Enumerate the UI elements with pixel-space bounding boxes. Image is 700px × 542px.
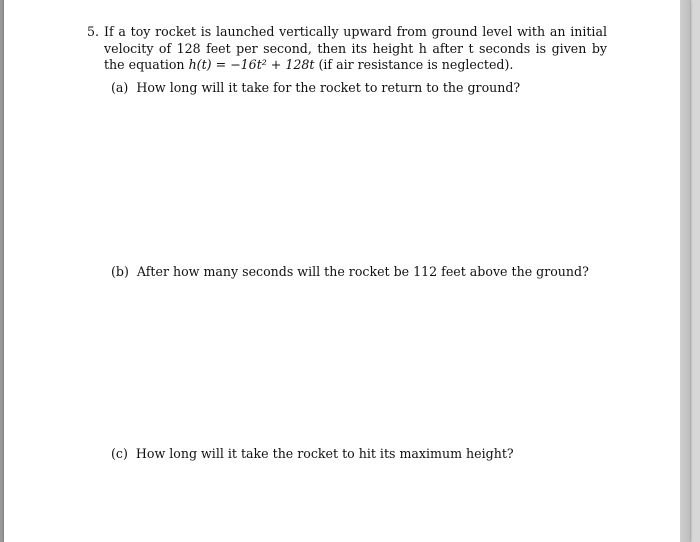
page-right-edge — [680, 0, 690, 542]
part-a-label: (a) — [111, 80, 129, 95]
problem-outro-text: (if air resistance is neglected). — [318, 57, 514, 72]
height-equation: h(t) = −16t² + 128t — [188, 57, 315, 72]
part-c-label: (c) — [111, 446, 128, 461]
part-b-question: After how many seconds will the rocket be 112 feet above the ground? — [136, 264, 589, 279]
question-part-b — [111, 264, 589, 280]
problem-intro-text: If a toy rocket is launched vertically upward from ground level with an initial velocity of 128 feet per second, then its height h after t seconds is given by the equation — [104, 24, 607, 72]
problem-statement — [87, 24, 607, 74]
question-part-c — [111, 446, 514, 462]
problem-number: 5. — [87, 24, 100, 39]
part-a-question: How long will it take for the rocket to return to the ground? — [136, 80, 521, 95]
problem-body — [104, 24, 607, 74]
part-b-label: (b) — [111, 264, 129, 279]
part-c-question: How long will it take the rocket to hit its maximum height? — [135, 446, 514, 461]
question-part-a — [111, 80, 520, 96]
